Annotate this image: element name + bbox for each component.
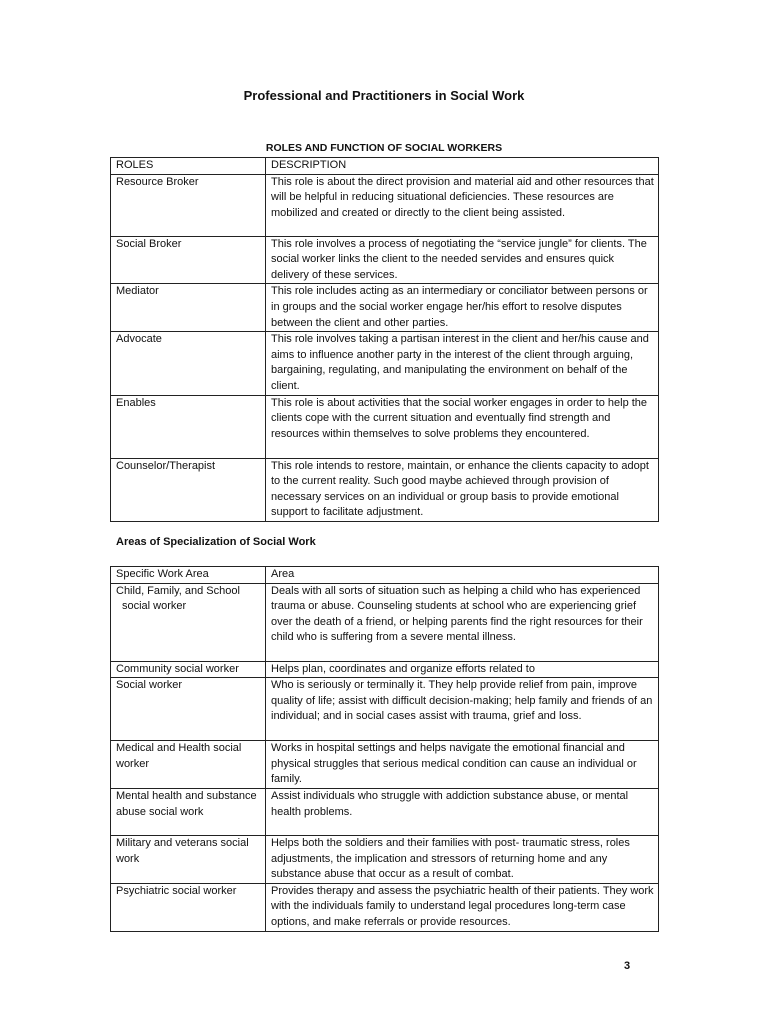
area-line: social worker: [122, 600, 187, 613]
table-row: [111, 583, 659, 661]
area-cell: Military and veterans social work: [111, 835, 266, 883]
description-cell: Who is seriously or terminally it. They help provide relief from pain, improve quality of life; assist with difficult decision-making; help family and friends of an individual; and in social cases assist with trauma, grief and loss.: [266, 678, 659, 741]
header-cell-description: DESCRIPTION: [266, 158, 659, 175]
area-cell: Social worker: [111, 678, 266, 741]
description-cell: This role includes acting as an intermediary or conciliator between persons or in groups and the social worker engage her/his effort to resolve disputes between the client and other parties.: [266, 284, 659, 332]
description-cell: This role is about the direct provision and material aid and other resources that will be helpful in reducing situational deficiencies. These resources are mobilized and created or directly to the client being assisted.: [266, 174, 659, 236]
header-cell-roles: ROLES: [111, 158, 266, 175]
header-cell-work-area: Specific Work Area: [111, 567, 266, 584]
table-row: [111, 678, 659, 741]
table-row: [111, 174, 659, 236]
area-cell: Medical and Health social worker: [111, 741, 266, 789]
header-cell-area: Area: [266, 567, 659, 584]
description-cell: This role involves taking a partisan interest in the client and her/his cause and aims to influence another party in the interest of the client through arguing, bargaining, regulating, and manipulating the environment on behalf of the client.: [266, 332, 659, 395]
description-cell: Provides therapy and assess the psychiatric health of their patients. They work with the individuals family to understand legal procedures long-term case options, and make referrals or provide resources.: [266, 883, 659, 931]
role-cell: Counselor/Therapist: [111, 458, 266, 521]
specialization-table: [110, 566, 659, 932]
role-cell: Mediator: [111, 284, 266, 332]
area-cell: Mental health and substance abuse social work: [111, 788, 266, 835]
table-row: [111, 284, 659, 332]
area-cell: Community social worker: [111, 661, 266, 678]
page-number: 3: [624, 960, 631, 972]
role-cell: Social Broker: [111, 236, 266, 284]
description-cell: Assist individuals who struggle with addiction substance abuse, or mental health problems.: [266, 788, 659, 835]
table-row: [111, 458, 659, 521]
table-row: [111, 236, 659, 284]
page-title: Professional and Practitioners in Social Work: [243, 88, 525, 103]
description-cell: This role involves a process of negotiating the “service jungle” for clients. The social worker links the client to the needed servides and ensures quick delivery of these services.: [266, 236, 659, 284]
table-row: [111, 332, 659, 395]
roles-table-caption: ROLES AND FUNCTION OF SOCIAL WORKERS: [265, 142, 503, 154]
role-cell: Resource Broker: [111, 174, 266, 236]
table-row: [111, 883, 659, 931]
specialization-heading: Areas of Specialization of Social Work: [116, 536, 316, 548]
area-cell: [111, 583, 266, 661]
description-cell: Helps both the soldiers and their families with post- traumatic stress, roles adjustments, the implication and stressors of returning home and any substance abuse that occur as a result of combat.: [266, 835, 659, 883]
table-row: [111, 788, 659, 835]
description-cell: Deals with all sorts of situation such as helping a child who has experienced trauma or abuse. Counseling students at school who are experiencing grief over the death of a friend, or helping parents find the right resources for their child who is suffering from a severe mental illness.: [266, 583, 659, 661]
table-header-row: [111, 158, 659, 175]
table-row: [111, 395, 659, 458]
description-cell: This role is about activities that the social worker engages in order to help the clients cope with the current situation and eventually find strength and resources within themselves to solve problems they encountered.: [266, 395, 659, 458]
description-cell: This role intends to restore, maintain, or enhance the clients capacity to adopt to the current reality. Such good maybe achieved through provision of necessary services on an individual or group basis to provide emotional support to facilitate adjustment.: [266, 458, 659, 521]
area-cell: Psychiatric social worker: [111, 883, 266, 931]
description-cell: Helps plan, coordinates and organize efforts related to: [266, 661, 659, 678]
area-line: Child, Family, and School: [116, 584, 240, 597]
role-cell: Advocate: [111, 332, 266, 395]
role-cell: Enables: [111, 395, 266, 458]
description-cell: Works in hospital settings and helps navigate the emotional financial and physical struggles that serious medical condition can cause an individual or family.: [266, 741, 659, 789]
roles-table: [110, 157, 659, 522]
table-row: [111, 741, 659, 789]
table-header-row: [111, 567, 659, 584]
table-row: [111, 835, 659, 883]
table-row: [111, 661, 659, 678]
